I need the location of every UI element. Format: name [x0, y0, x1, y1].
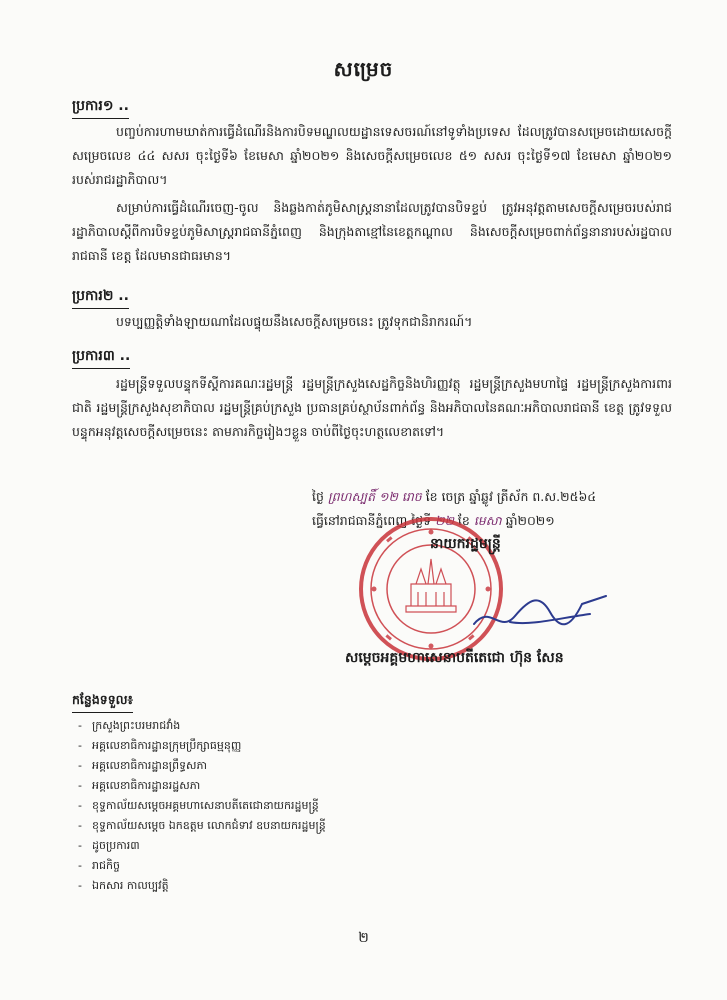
signature-icon — [470, 574, 610, 644]
document-title: សម្រេច — [333, 57, 394, 81]
solar-date-line: ធ្វើនៅរាជធានីភ្នំពេញ ថ្ងៃទី ២២ ខែ មេសា ឆ្នាំ២០២១ — [312, 513, 555, 528]
recipients-heading: កន្លែងទទួល៖ — [72, 692, 133, 713]
handwritten-day: ២២ — [435, 513, 454, 528]
article-3-heading: ប្រការ៣ .. — [72, 346, 130, 369]
list-item: - ឯកសារ កាលប្បវត្តិ — [78, 879, 169, 892]
list-item: - អគ្គលេខាធិការដ្ឋានរដ្ឋសភា — [78, 779, 201, 792]
list-item: - អគ្គលេខាធិការដ្ឋានព្រឹទ្ធសភា — [78, 759, 207, 772]
signatory-title: នាយករដ្ឋមន្ត្រី — [430, 536, 501, 552]
article-2-heading: ប្រការ២ .. — [72, 286, 129, 309]
signatory-name: សម្តេចអគ្គមហាសេនាបតីតេជោ ហ៊ុន សែន — [345, 650, 564, 666]
list-item: - រាជកិច្ច — [78, 859, 120, 872]
list-item: - ក្រសួងព្រះបរមរាជវាំង — [78, 719, 181, 732]
recipients-list — [78, 716, 326, 896]
lunar-date-line: ថ្ងៃ ព្រហស្បតិ៍ ១២ រោច ខែ ចេត្រ ឆ្នាំឆ្លូវ ត្រីស័ក ព.ស.២៥៦៤ — [312, 489, 597, 504]
article-3-paragraph: រដ្ឋមន្ត្រីទទួលបន្ទុកទីស្តីការគណៈរដ្ឋមន្ត្រី រដ្ឋមន្ត្រីក្រសួងសេដ្ឋកិច្ចនិងហិរញ្ញវត្ថុ រដ្ឋមន្ត្រីក្រសួងមហាផ្ទៃ រដ្ឋមន្ត្រីក្រសួងការពារជាតិ រដ្ឋមន្ត្រីក្រសួងសុខាភិបាល រដ្ឋមន្ត្រីគ្រប់ក្រសួង ប្រធានគ្រប់ស្ថាប័នពាក់ព័ន្ធ និងអភិបាលនៃគណៈអភិបាលរាជធានី ខេត្ត ត្រូវទទួលបន្ទុកអនុវត្តសេចក្តីសម្រេចនេះ តាមភារកិច្ចរៀងៗខ្លួន ចាប់ពីថ្ងៃចុះហត្ថលេខាតទៅ។ — [72, 376, 672, 439]
handwritten-month: មេសា — [473, 513, 502, 528]
article-1-paragraph-1: បញ្ចប់ការហាមឃាត់ការធ្វើដំណើរនិងការបិទមណ្ឌលយដ្ឋានទេសចរណ៍នៅទូទាំងប្រទេស ដែលត្រូវបានសម្រេចដោយសេចក្តីសម្រេចលេខ ៤៤ សសរ ចុះថ្ងៃទី៦ ខែមេសា ឆ្នាំ២០២១ និងសេចក្តីសម្រេចលេខ ៥១ សសរ ចុះថ្ងៃទី១៧ ខែមេសា ឆ្នាំ២០២១ របស់រាជរដ្ឋាភិបាល។ — [72, 124, 672, 187]
page-number: ២ — [358, 930, 369, 946]
list-item: - អគ្គលេខាធិការដ្ឋានក្រុមប្រឹក្សាធម្មនុញ្ញ — [78, 739, 242, 752]
list-item: - ខុទ្ទកាល័យសម្តេច ឯកឧត្តម លោកជំទាវ ឧបនាយករដ្ឋមន្ត្រី — [78, 819, 326, 832]
article-1-heading: ប្រការ១ .. — [72, 96, 129, 119]
list-item: - ខុទ្ទកាល័យសម្តេចអគ្គមហាសេនាបតីតេជោនាយករដ្ឋមន្ត្រី — [78, 799, 319, 812]
handwritten-lunar-day: ព្រហស្បតិ៍ ១២ រោច — [327, 489, 422, 504]
article-2-paragraph: បទប្បញ្ញត្តិទាំងឡាយណាដែលផ្ទុយនឹងសេចក្តីសម្រេចនេះ ត្រូវទុកជានិរាករណ៍។ — [116, 314, 473, 329]
article-1-paragraph-2: សម្រាប់ការធ្វើដំណើរចេញ-ចូល និងឆ្លងកាត់ភូមិសាស្ត្រនានាដែលត្រូវបានបិទខ្ទប់ ត្រូវអនុវត្តតាមសេចក្តីសម្រេចរបស់រាជរដ្ឋាភិបាលស្តីពីការបិទខ្ទប់ភូមិសាស្ត្ររាជធានីភ្នំពេញ និងក្រុងតាខ្មៅនៃខេត្តកណ្តាល និងសេចក្តីសម្រេចពាក់ព័ន្ធនានារបស់រដ្ឋបាលរាជធានី ខេត្ត ដែលមានជាធរមាន។ — [72, 200, 672, 263]
list-item: - ដូចប្រការ៣ — [78, 839, 140, 852]
